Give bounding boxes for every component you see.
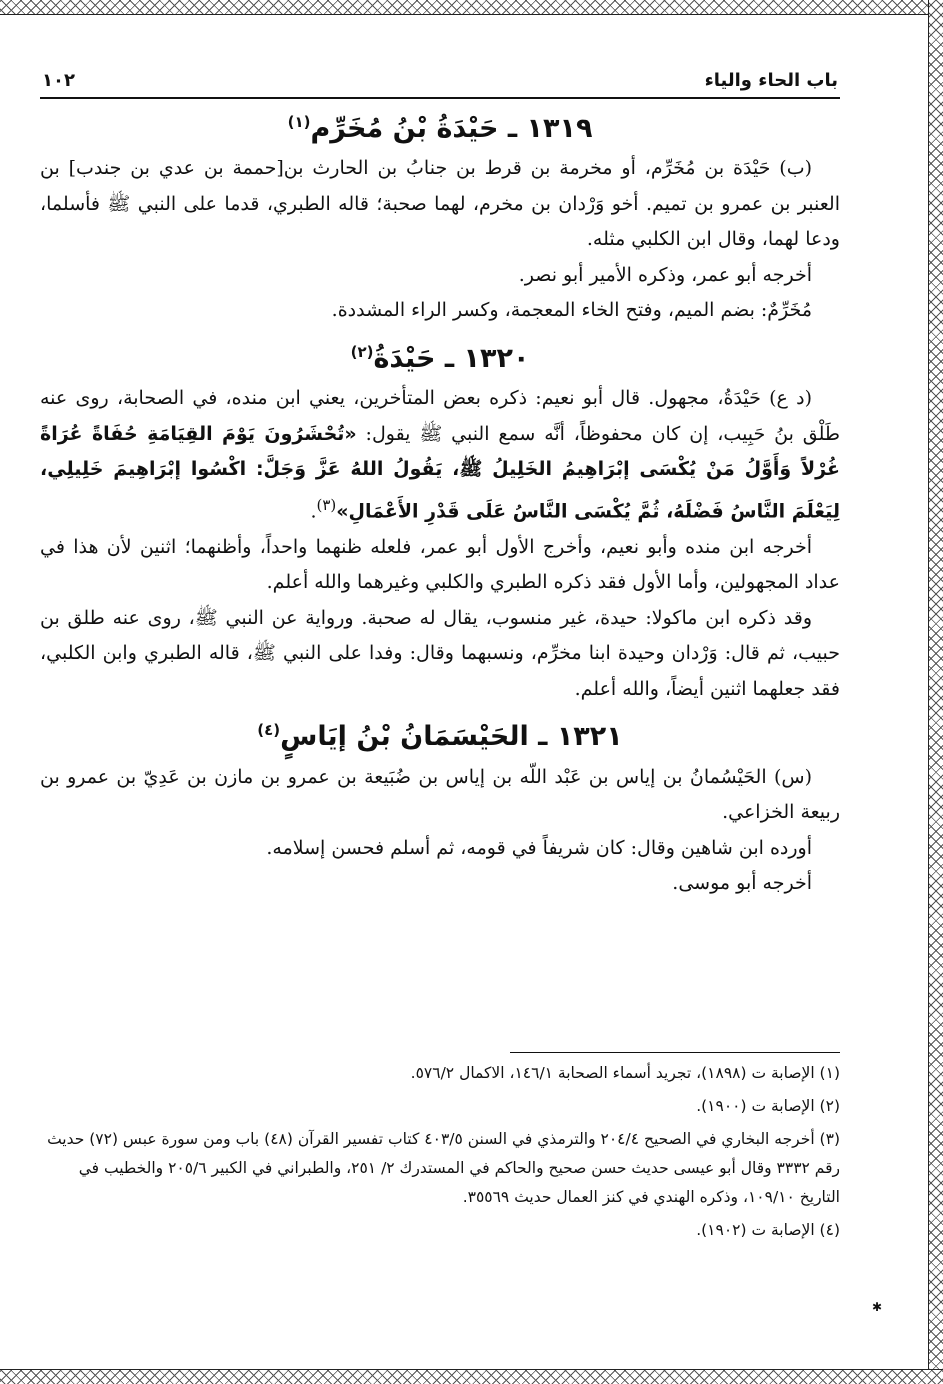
entry-paragraph: أخرجه أبو موسى. — [672, 872, 812, 894]
footnote-2: (٢) الإصابة ت (١٩٠٠). — [696, 1097, 840, 1115]
footnote-1: (١) الإصابة ت (١٨٩٨)، تجريد أسماء الصحابة ١٤٦/١، الاكمال ٥٧٦/٢. — [410, 1064, 840, 1082]
footnote-ref: (١) — [287, 113, 311, 131]
entry-paragraph: أورده ابن شاهين وقال: كان شريفاً في قومه، ثم أسلم فحسن إسلامه. — [266, 836, 812, 859]
border-top — [0, 0, 943, 15]
footnote-ref: (٢) — [350, 342, 374, 361]
entry-title-1320: ١٣٢٠ ـ حَيْدَةُ$^{(٢)}$ — [350, 342, 530, 374]
entry-title-1319: ١٣١٩ ـ حَيْدَةُ بْنُ مُخَرِّم$^{(١)}$ — [287, 113, 593, 144]
footnote-ref: (٣) — [316, 495, 337, 514]
page-body — [40, 70, 840, 902]
entry-paragraph: أخرجه أبو عمر، وذكره الأمير أبو نصر. — [518, 263, 812, 286]
footnote-3: (٣) أخرجه البخاري في الصحيح ٢٠٤/٤ والترمذي في السنن ٤٠٣/٥ كتاب تفسير القرآن (٤٨) باب ومن سورة عبس (٧٢) حديث رقم ٣٣٣٢ وقال أبو عيسى حديث حسن صحيح والحاكم في المستدرك ٢/ ٢٥١، والطبراني في الكبير ٢٠٥/٦ والخطيب في التاريخ ١٠٩/١٠، وذكره الهندي في كنز العمال حديث ٣٥٥٦٩. — [47, 1130, 840, 1206]
border-bottom — [0, 1369, 943, 1384]
entry-title-1321: ١٣٢١ ـ الحَيْسَمَانُ بْنُ إيَاسٍ$^{(٤)}$ — [257, 721, 623, 753]
hadith-paragraph: (د ع) حَيْدَةُ، مجهول. قال أبو نعيم: ذكره بعض المتأخرين، يعني ابن منده، في الصحابة، روى عنه طَلْق بنُ حَبِيب، إن كان محفوظاً، أنَّه سمع النبي ﷺ يقول: «تُحْشَرُونَ يَوْمَ القِيَامَةِ حُفَاةً عُرَاةً غُرْلاً وَأَوَّلُ مَنْ يُكْسَى إبْرَاهِيمُ الخَلِيلُ ﷺ، يَقُولُ اللهُ عَزَّ وَجَلَّ: اكْسُوا إبْرَاهِيمَ خَلِيلِي، لِيَعْلَمَ النَّاسُ فَضْلَهُ، ثُمَّ يُكْسَى النَّاسُ عَلَى قَدْرِ الأَعْمَالِ»$^{(٣)}$. — [40, 387, 840, 523]
entry-paragraph: (ب) حَيْدَة بن مُخَرِّم، أو مخرمة بن قرط بن جنابُ بن الحارث بن[حممة بن عدي بن جندب] بن العنبر بن عمرو بن تميم. أخو وَرْدان بن مخرم، لهما صحبة؛ قاله الطبري، قدما على النبي ﷺ فأسلما، ودعا لهما، وقال ابن الكلبي مثله. — [40, 157, 840, 251]
entry-paragraph: مُخَرِّمٌ: بضم الميم، وفتح الخاء المعجمة، وكسر الراء المشددة. — [331, 299, 812, 322]
footnote-divider — [510, 1052, 840, 1053]
entry-paragraph: أخرجه ابن منده وأبو نعيم، وأخرج الأول أبو عمر، فلعله ظنهما واحداً، وأظنهما؛ اثنين لأن هذا في عداد المجهولين، وأما الأول فقد ذكره الطبري والكلبي وغيرهما والله أعلم. — [40, 535, 840, 594]
footnote-4: (٤) الإصابة ت (١٩٠٢). — [696, 1221, 840, 1239]
footnotes — [40, 1052, 840, 1249]
border-right — [928, 0, 943, 1384]
page-number: ١٠٢ — [42, 70, 75, 91]
entry-paragraph: (س) الحَيْسُمانُ بن إياس بن عَبْد اللّه بن إياس بن ضُبَيعة بن عمرو بن مازن بن عَدِيّ بن عمرو بن ربيعة الخزاعي. — [40, 765, 840, 823]
entry-paragraph: وقد ذكره ابن ماكولا: حيدة، غير منسوب، يقال له صحبة. ورواية عن النبي ﷺ، روى عنه طلق بن حبيب، ثم قال: وَرْدان وحيدة ابنا مخرِّم، ونسبهما وقال: وفدا على النبي ﷺ، قاله الطبري وابن الكلبي، فقد جعلهما اثنين أيضاً، والله أعلم. — [40, 606, 840, 700]
asterisk-mark: ✱ — [872, 1300, 883, 1314]
running-header — [40, 70, 840, 99]
footnote-ref: (٤) — [257, 721, 281, 740]
chapter-title: باب الحاء والياء — [704, 70, 838, 91]
hadith-quote: «تُحْشَرُونَ يَوْمَ القِيَامَةِ حُفَاةً عُرَاةً غُرْلاً وَأَوَّلُ مَنْ يُكْسَى إبْرَاهِيمُ الخَلِيلُ ﷺ، يَقُولُ اللهُ عَزَّ وَجَلَّ: اكْسُوا إبْرَاهِيمَ خَلِيلِي، لِيَعْلَمَ النَّاسُ فَضْلَهُ، ثُمَّ يُكْسَى النَّاسُ عَلَى قَدْرِ الأَعْمَالِ» — [40, 422, 840, 523]
